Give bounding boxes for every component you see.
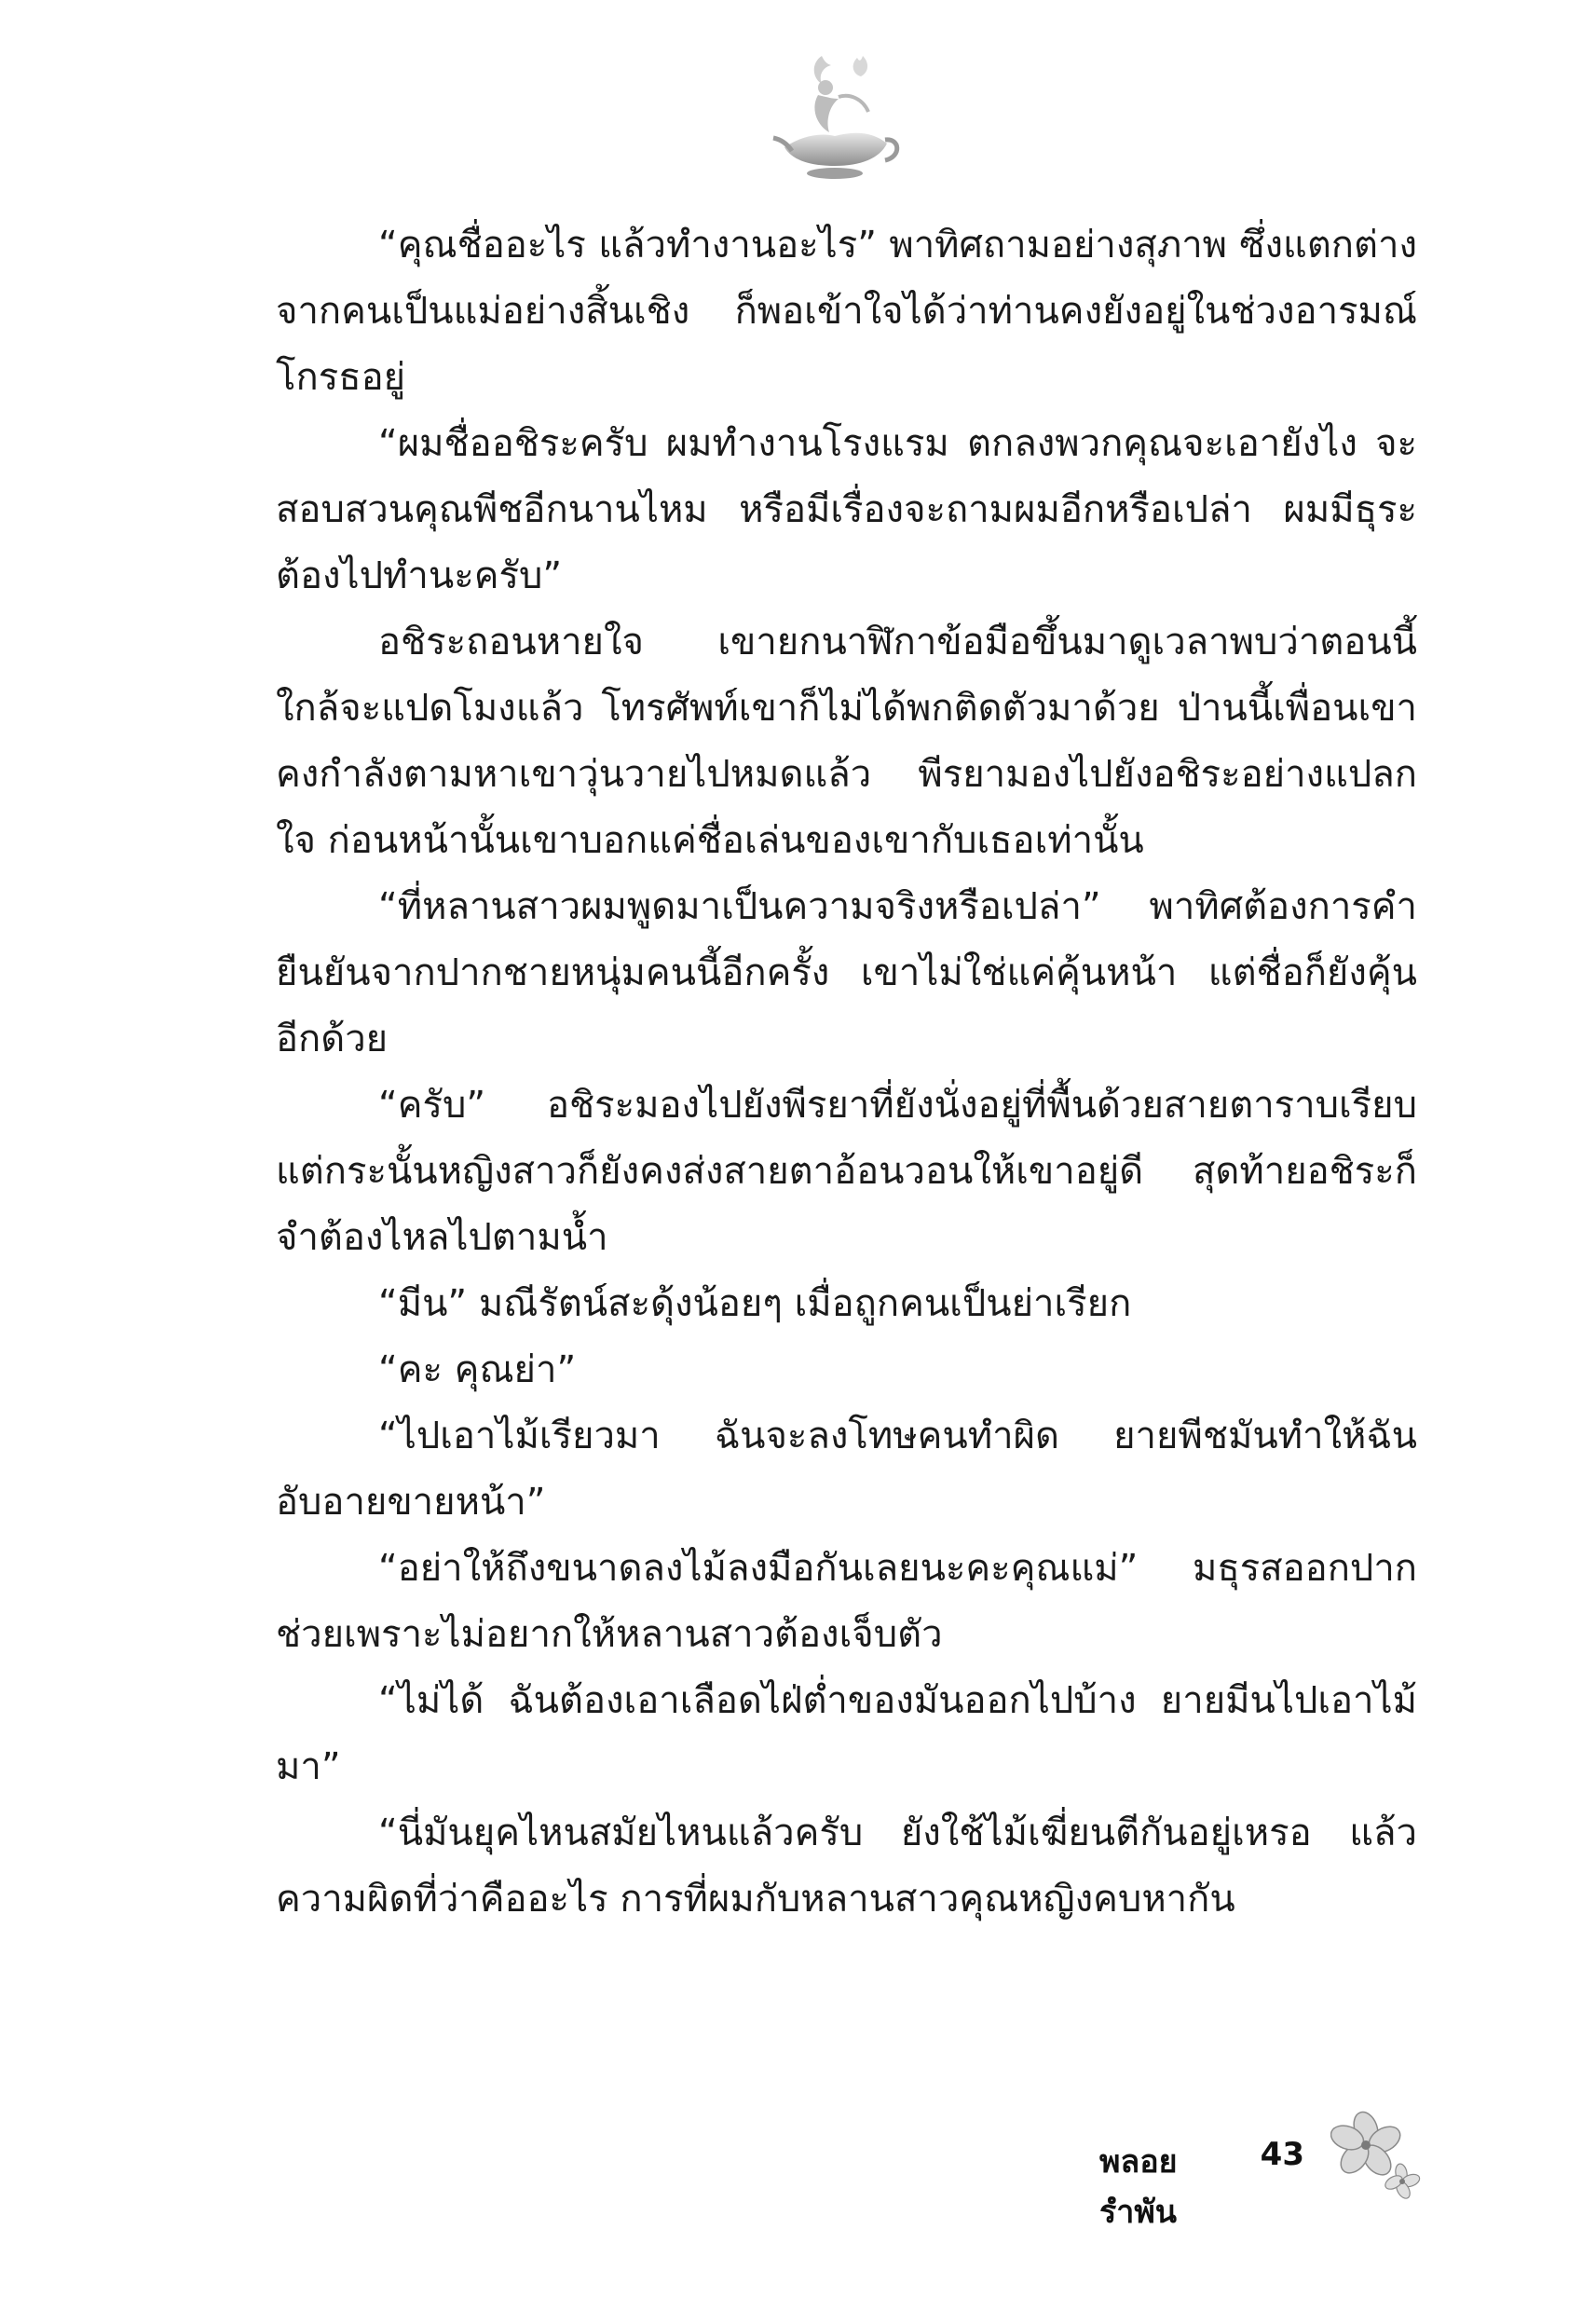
body-text — [276, 212, 1417, 1933]
paragraph: “มีน” มณีรัตน์สะดุ้งน้อยๆ เมื่อถูกคนเป็นย่าเรียก — [378, 1282, 1132, 1325]
paragraph: “ที่หลานสาวผมพูดมาเป็นความจริงหรือเปล่า” พาทิศต้องการคำยืนยันจากปากชายหนุ่มคนนี้อีกครั้ง เขาไม่ใช่แค่คุ้นหน้า แต่ชื่อก็ยังคุ้นอีกด้วย — [276, 885, 1417, 1060]
paragraph: “ผมชื่ออชิระครับ ผมทำงานโรงแรม ตกลงพวกคุณจะเอายังไง จะสอบสวนคุณพีชอีกนานไหม หรือมีเรื่องจะถามผมอีกหรือเปล่า ผมมีธุระต้องไปทำนะครับ” — [276, 422, 1417, 597]
paragraph: “อย่าให้ถึงขนาดลงไม้ลงมือกันเลยนะคะคุณแม่” มธุรสออกปากช่วยเพราะไม่อยากให้หลานสาวต้องเจ็บตัว — [276, 1547, 1417, 1656]
book-title: พลอยรำพัน — [1099, 2143, 1178, 2231]
paragraph: “ครับ” อชิระมองไปยังพีรยาที่ยังนั่งอยู่ที่พื้นด้วยสายตาราบเรียบ แต่กระนั้นหญิงสาวก็ยังคงส่งสายตาอ้อนวอนให้เขาอยู่ดี สุดท้ายอชิระก็จำต้องไหลไปตามน้ำ — [276, 1084, 1417, 1259]
flower-ornament-icon — [1330, 2108, 1424, 2201]
paragraph: “ไปเอาไม้เรียวมา ฉันจะลงโทษคนทำผิด ยายพีชมันทำให้ฉันอับอายขายหน้า” — [276, 1415, 1417, 1524]
paragraph: อชิระถอนหายใจ เขายกนาฬิกาข้อมือขึ้นมาดูเวลาพบว่าตอนนี้ใกล้จะแปดโมงแล้ว โทรศัพท์เขาก็ไม่ได้พกติดตัวมาด้วย ป่านนี้เพื่อนเขาคงกำลังตามหาเขาวุ่นวายไปหมดแล้ว พีรยามองไปยังอชิระอย่างแปลกใจ ก่อนหน้านั้นเขาบอกแค่ชื่อเล่นของเขากับเธอเท่านั้น — [276, 621, 1417, 862]
paragraph: “นี่มันยุคไหนสมัยไหนแล้วครับ ยังใช้ไม้เฆี่ยนตีกันอยู่เหรอ แล้วความผิดที่ว่าคืออะไร การที่ผมกับหลานสาวคุณหญิงคบหากัน — [276, 1812, 1417, 1921]
genie-lamp-ornament-icon — [764, 47, 904, 186]
paragraph: “ไม่ได้ ฉันต้องเอาเลือดไฝ่ต่ำของมันออกไปบ้าง ยายมีนไปเอาไม้มา” — [276, 1679, 1417, 1788]
paragraph: “คะ คุณย่า” — [378, 1348, 577, 1391]
paragraph: “คุณชื่ออะไร แล้วทำงานอะไร” พาทิศถามอย่างสุภาพ ซึ่งแตกต่างจากคนเป็นแม่อย่างสิ้นเชิง ก็พอเข้าใจได้ว่าท่านคงยังอยู่ในช่วงอารมณ์โกรธอยู่ — [276, 224, 1417, 399]
page-number: 43 — [1260, 2136, 1304, 2173]
